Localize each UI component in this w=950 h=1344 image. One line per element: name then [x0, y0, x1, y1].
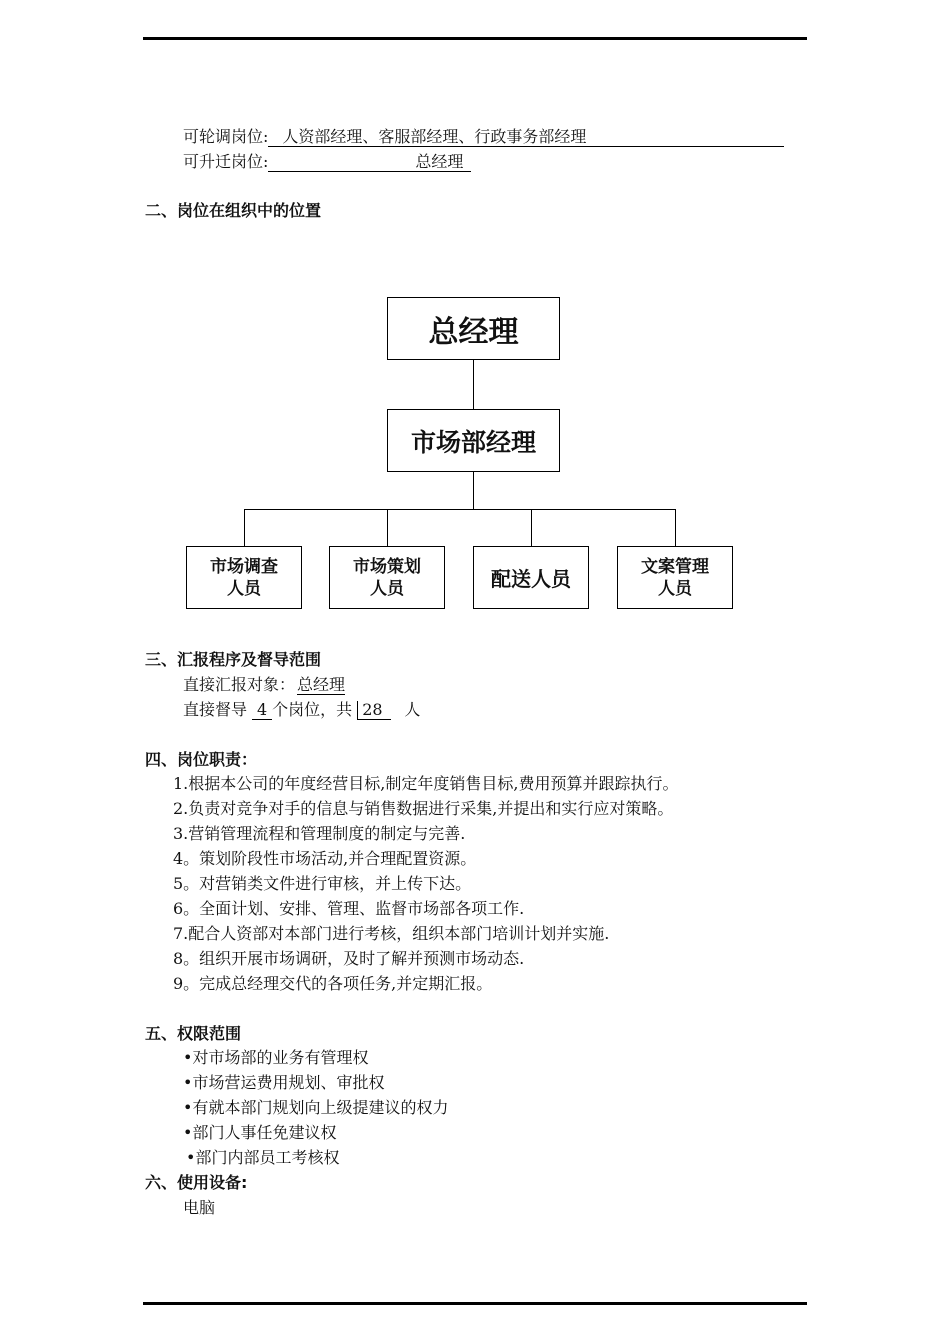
duty-item: 9。完成总经理交代的各项任务,并定期汇报。	[173, 974, 493, 993]
org-connector	[675, 509, 676, 547]
promotable-value: 总经理	[268, 153, 471, 172]
report-label: 直接汇报对象：	[183, 675, 296, 694]
org-connector	[387, 509, 388, 547]
authority-item: •对市场部的业务有管理权	[183, 1048, 369, 1067]
section6-title: 六、使用设备:	[145, 1173, 248, 1192]
org-connector	[244, 509, 676, 510]
org-connector	[473, 360, 474, 410]
org-box-copywriting: 文案管理 人员	[617, 546, 733, 609]
promotable-label: 可升迁岗位:	[183, 152, 269, 171]
supervise-positions: 4	[252, 701, 272, 720]
duty-item: 5。对营销类文件进行审核，并上传下达。	[173, 874, 472, 893]
promotable-positions	[183, 152, 471, 172]
rotatable-label: 可轮调岗位:	[183, 127, 269, 146]
equipment-value: 电脑	[183, 1198, 216, 1217]
duty-item: 8。组织开展市场调研，及时了解并预测市场动态.	[173, 949, 525, 968]
section4-title: 四、岗位职责：	[145, 750, 258, 769]
supervise-people: 28	[357, 701, 391, 720]
bottom-rule	[143, 1302, 807, 1305]
duty-item: 4。策划阶段性市场活动,并合理配置资源。	[173, 849, 477, 868]
supervise-line: 直接督导 4 个岗位，共 28 人	[183, 700, 421, 719]
org-box-delivery: 配送人员	[473, 546, 589, 609]
section3-title: 三、汇报程序及督导范围	[145, 650, 322, 669]
authority-item: •有就本部门规划向上级提建议的权力	[183, 1098, 449, 1117]
org-box-market-research: 市场调查 人员	[186, 546, 302, 609]
org-connector	[244, 509, 245, 547]
rotatable-value: 人资部经理、客服部经理、行政事务部经理	[268, 128, 784, 147]
org-box-market-planning: 市场策划 人员	[329, 546, 445, 609]
org-box-general-manager: 总经理	[387, 297, 560, 360]
report-value: 总经理	[297, 675, 346, 694]
authority-item: •部门内部员工考核权	[186, 1148, 340, 1167]
org-connector	[473, 472, 474, 510]
duty-item: 6。全面计划、安排、管理、监督市场部各项工作.	[173, 899, 525, 918]
top-rule	[143, 37, 807, 40]
section5-title: 五、权限范围	[145, 1024, 242, 1043]
authority-item: •部门人事任免建议权	[183, 1123, 337, 1142]
duty-item: 2.负责对竞争对手的信息与销售数据进行采集,并提出和实行应对策略。	[173, 799, 674, 818]
authority-item: •市场营运费用规划、审批权	[183, 1073, 385, 1092]
rotatable-positions	[183, 127, 784, 147]
org-box-marketing-manager: 市场部经理	[387, 409, 560, 472]
report-line	[183, 675, 345, 695]
duty-item: 3.营销管理流程和管理制度的制定与完善.	[173, 824, 466, 843]
org-connector	[531, 509, 532, 547]
duty-item: 1.根据本公司的年度经营目标,制定年度销售目标,费用预算并跟踪执行。	[173, 774, 679, 793]
section2-title: 二、岗位在组织中的位置	[145, 201, 322, 220]
duty-item: 7.配合人资部对本部门进行考核，组织本部门培训计划并实施.	[173, 924, 610, 943]
